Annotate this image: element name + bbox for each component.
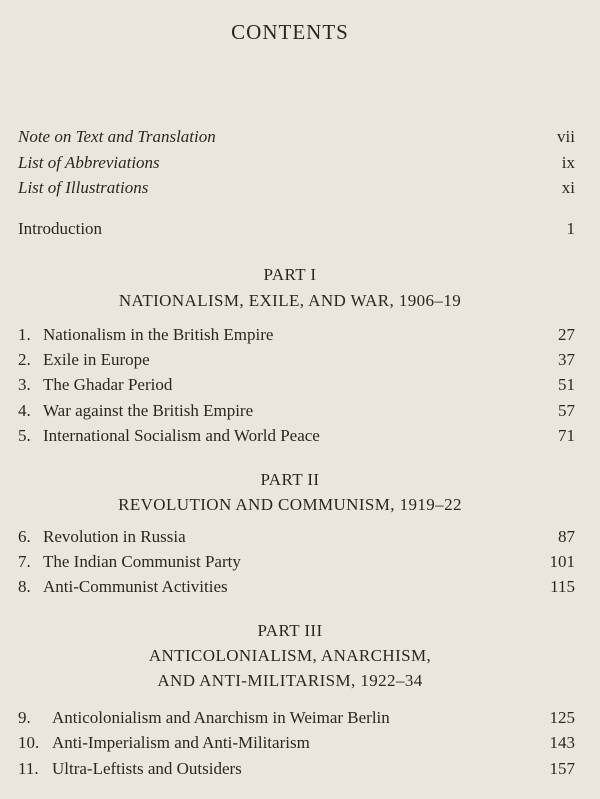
page-number: 71 bbox=[558, 426, 575, 445]
page-number: vii bbox=[557, 127, 575, 146]
chapter-title: Exile in Europe bbox=[43, 350, 150, 369]
toc-entry bbox=[18, 125, 575, 149]
toc-chapter bbox=[18, 424, 575, 448]
part-heading: PART III bbox=[257, 621, 323, 640]
chapter-number: 11. bbox=[18, 759, 39, 778]
chapter-number: 2. bbox=[18, 350, 31, 369]
chapter-title: Anti-Imperialism and Anti-Militarism bbox=[52, 733, 310, 752]
chapter-number: 1. bbox=[18, 325, 31, 344]
chapter-title: Revolution in Russia bbox=[43, 527, 186, 546]
part-subtitle: NATIONALISM, EXILE, AND WAR, 1906–19 bbox=[118, 291, 462, 310]
toc-entry-introduction bbox=[18, 217, 575, 241]
page-number: xi bbox=[561, 178, 575, 197]
chapter-title: Nationalism in the British Empire bbox=[43, 325, 274, 344]
chapter-number: 4. bbox=[18, 401, 31, 420]
toc-chapter bbox=[18, 575, 575, 599]
chapter-title: Ultra-Leftists and Outsiders bbox=[52, 759, 242, 778]
toc-chapter bbox=[18, 373, 575, 397]
part-heading: PART I bbox=[263, 265, 317, 284]
page-title: CONTENTS bbox=[231, 20, 349, 44]
part-subtitle: REVOLUTION AND COMMUNISM, 1919–22 bbox=[118, 495, 462, 514]
toc-chapter bbox=[18, 550, 575, 574]
chapter-title: The Indian Communist Party bbox=[43, 552, 241, 571]
toc-chapter bbox=[18, 323, 575, 347]
toc-chapter bbox=[18, 757, 575, 781]
chapter-number: 3. bbox=[18, 375, 31, 394]
part-subtitle: ANTICOLONIALISM, ANARCHISM, bbox=[148, 646, 432, 665]
entry-title: List of Abbreviations bbox=[18, 153, 160, 172]
toc-chapter bbox=[18, 525, 575, 549]
entry-title: Introduction bbox=[18, 219, 103, 238]
page-number: 143 bbox=[549, 733, 575, 752]
chapter-number: 8. bbox=[18, 577, 31, 596]
page-number: ix bbox=[561, 153, 575, 172]
page-number: 115 bbox=[550, 577, 575, 596]
entry-title: Note on Text and Translation bbox=[18, 127, 216, 146]
page-number: 101 bbox=[549, 552, 575, 571]
part-subtitle: AND ANTI-MILITARISM, 1922–34 bbox=[157, 671, 423, 690]
chapter-number: 9. bbox=[18, 708, 31, 727]
toc-entry bbox=[18, 176, 575, 200]
chapter-number: 5. bbox=[18, 426, 31, 445]
part-heading: PART II bbox=[260, 470, 320, 489]
chapter-title: The Ghadar Period bbox=[43, 375, 173, 394]
chapter-title: International Socialism and World Peace bbox=[43, 426, 320, 445]
toc-chapter bbox=[18, 706, 575, 730]
chapter-title: Anticolonialism and Anarchism in Weimar Berlin bbox=[52, 708, 390, 727]
chapter-title: War against the British Empire bbox=[43, 401, 254, 420]
toc-chapter bbox=[18, 348, 575, 372]
toc-chapter bbox=[18, 731, 575, 755]
entry-title: List of Illustrations bbox=[18, 178, 149, 197]
page-number: 37 bbox=[558, 350, 575, 369]
chapter-number: 6. bbox=[18, 527, 31, 546]
page-number: 1 bbox=[566, 219, 575, 238]
page-number: 157 bbox=[549, 759, 575, 778]
page-number: 51 bbox=[558, 375, 575, 394]
page-number: 87 bbox=[558, 527, 575, 546]
page-number: 27 bbox=[558, 325, 575, 344]
chapter-number: 10. bbox=[18, 733, 40, 752]
toc-entry bbox=[18, 151, 575, 175]
page-number: 125 bbox=[549, 708, 575, 727]
chapter-number: 7. bbox=[18, 552, 31, 571]
toc-chapter bbox=[18, 399, 575, 423]
chapter-title: Anti-Communist Activities bbox=[43, 577, 228, 596]
page-number: 57 bbox=[558, 401, 575, 420]
